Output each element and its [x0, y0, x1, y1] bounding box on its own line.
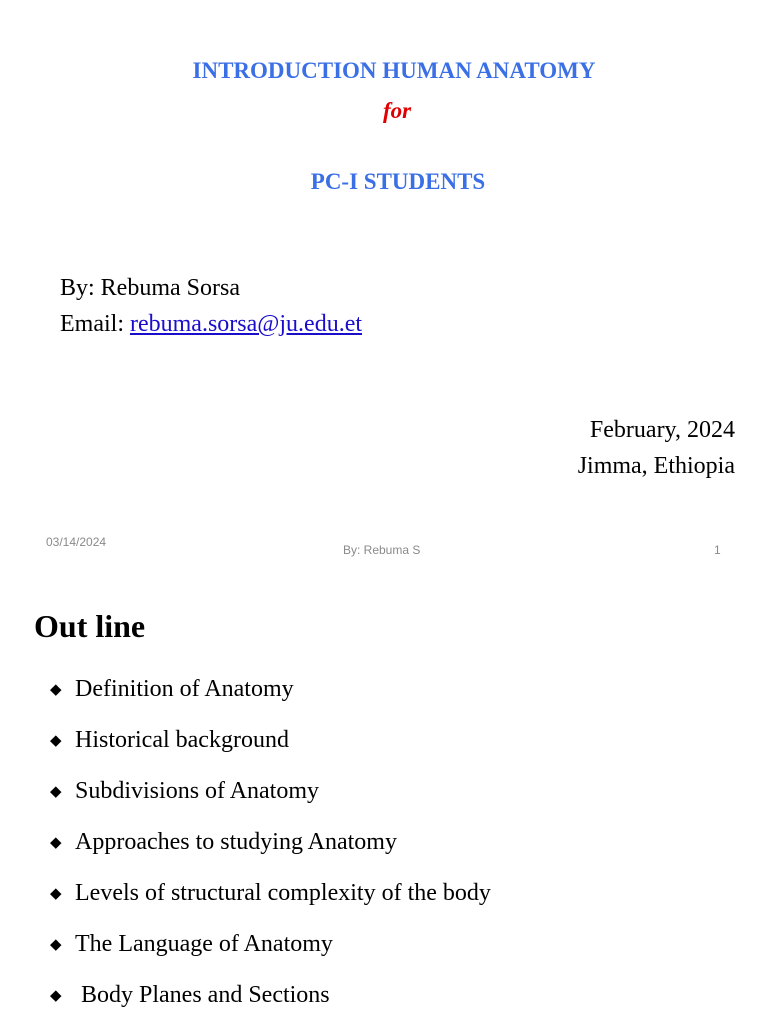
outline-item-text: The Language of Anatomy — [75, 931, 333, 957]
audience-label: PC-I STUDENTS — [310, 169, 486, 194]
diamond-bullet-icon: ◆ — [50, 680, 62, 698]
outline-item-text: Subdivisions of Anatomy — [75, 778, 320, 804]
outline-item — [50, 670, 491, 721]
diamond-bullet-icon: ◆ — [50, 935, 62, 953]
outline-item — [50, 772, 491, 823]
outline-item-text: Historical background — [75, 727, 289, 753]
diamond-bullet-icon: ◆ — [50, 782, 62, 800]
outline-item-text: Approaches to studying Anatomy — [75, 829, 397, 855]
outline-item-text: Definition of Anatomy — [75, 676, 294, 702]
presentation-title: INTRODUCTION HUMAN ANATOMY — [192, 58, 596, 83]
presentation-date: February, 2024 — [589, 417, 735, 443]
outline-title: Out line — [34, 608, 146, 644]
outline-item — [50, 823, 491, 874]
outline-item — [50, 721, 491, 772]
for-label: for — [382, 98, 412, 123]
author-name: By: Rebuma Sorsa — [60, 275, 240, 301]
outline-item-text: Levels of structural complexity of the body — [75, 880, 491, 906]
footer-page-number: 1 — [714, 543, 721, 557]
author-block — [60, 270, 362, 342]
footer-author: By: Rebuma S — [343, 543, 421, 557]
outline-item-text: Body Planes and Sections — [75, 982, 330, 1008]
outline-item — [50, 925, 491, 976]
outline-item — [50, 976, 491, 1027]
outline-item — [50, 874, 491, 925]
presentation-location: Jimma, Ethiopia — [577, 453, 735, 479]
outline-list — [50, 670, 491, 1027]
diamond-bullet-icon: ◆ — [50, 833, 62, 851]
email-label: Email: — [60, 311, 130, 337]
diamond-bullet-icon: ◆ — [50, 731, 62, 749]
diamond-bullet-icon: ◆ — [50, 884, 62, 902]
diamond-bullet-icon: ◆ — [50, 986, 62, 1004]
email-link[interactable]: rebuma.sorsa@ju.edu.et — [129, 311, 363, 337]
footer-date: 03/14/2024 — [46, 535, 107, 549]
email-line — [60, 306, 362, 342]
date-location-block — [578, 412, 735, 484]
outline-slide — [0, 580, 768, 1024]
